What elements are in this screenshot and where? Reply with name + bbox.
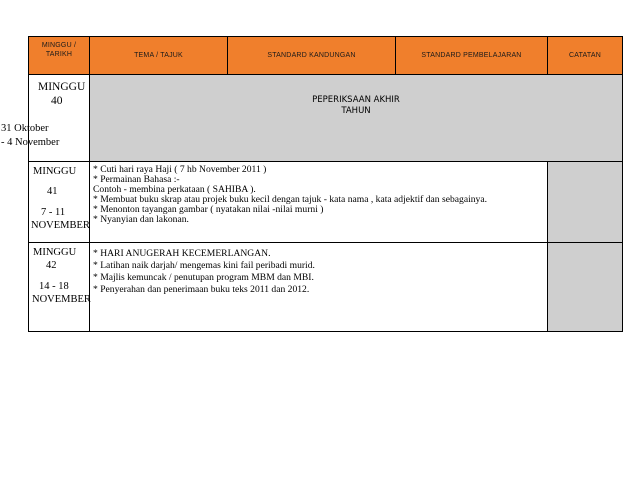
header-content-standard: STANDARD KANDUNGAN [228, 37, 396, 75]
week-42-list [93, 248, 315, 296]
week-41-list [93, 165, 487, 225]
row-week-40 [29, 75, 623, 162]
row-week-41 [29, 162, 623, 243]
row-week-42 [29, 243, 623, 332]
week-42-cell [29, 243, 90, 332]
list-item: * Permainan Bahasa :- [93, 174, 180, 185]
week-41-cell [29, 162, 90, 243]
week-41-notes [548, 162, 623, 243]
header-date-label: TARIKH [45, 51, 73, 58]
list-item: * Cuti hari raya Haji ( 7 hb November 2011 ) [93, 164, 267, 175]
week-41-number: 41 [47, 186, 58, 197]
header-week-label: MINGGU / [41, 42, 77, 49]
lesson-plan-table [1, 36, 623, 332]
exam-title [90, 95, 622, 117]
list-item: * Latihan naik darjah/ mengemas kini fail peribadi murid. [93, 260, 315, 271]
list-item: * HARI ANUGERAH KECEMERLANGAN. [93, 248, 271, 259]
week-42-label: MINGGU [33, 247, 77, 258]
week-41-label: MINGGU [33, 166, 77, 177]
week-40-number: 40 [51, 95, 63, 107]
list-item: * Menonton tayangan gambar ( nyatakan nilai -nilai murni ) [93, 204, 324, 215]
exam-title-line1: PEPERIKSAAN AKHIR [312, 95, 400, 105]
list-item: * Membuat buku skrap atau projek buku kecil dengan tajuk - kata nama , kata adjektif dan sebagainya. [93, 194, 488, 205]
week-42-number: 42 [46, 260, 57, 271]
week-40-date-end: - 4 November [1, 137, 60, 148]
list-item: * Majlis kemuncak / penutupan program MBM dan MBI. [93, 272, 314, 283]
week-41-activities [90, 162, 548, 243]
week-42-notes [548, 243, 623, 332]
exam-title-line2: TAHUN [341, 106, 371, 116]
header-theme: TEMA / TAJUK [90, 37, 228, 75]
header-week-date [29, 37, 90, 75]
week-40-cell [1, 75, 90, 162]
header-notes: CATATAN [548, 37, 623, 75]
week-41-date-range: 7 - 11 [41, 207, 66, 218]
list-item: * Penyerahan dan penerimaan buku teks 2011 dan 2012. [93, 284, 310, 295]
week-42-date-range: 14 - 18 [39, 281, 69, 292]
week-41-month: NOVEMBER [31, 220, 90, 231]
week-42-month: NOVEMBER [32, 294, 91, 305]
list-item: * Nyanyian dan lakonan. [93, 214, 189, 225]
header-row [29, 37, 623, 75]
exam-cell [90, 75, 623, 162]
week-42-activities [90, 243, 548, 332]
header-learning-standard: STANDARD PEMBELAJARAN [396, 37, 548, 75]
week-40-date-start: 31 Oktober [1, 123, 49, 134]
week-40-label: MINGGU [38, 81, 86, 93]
list-item: Contoh - membina perkataan ( SAHIBA ). [93, 184, 256, 195]
